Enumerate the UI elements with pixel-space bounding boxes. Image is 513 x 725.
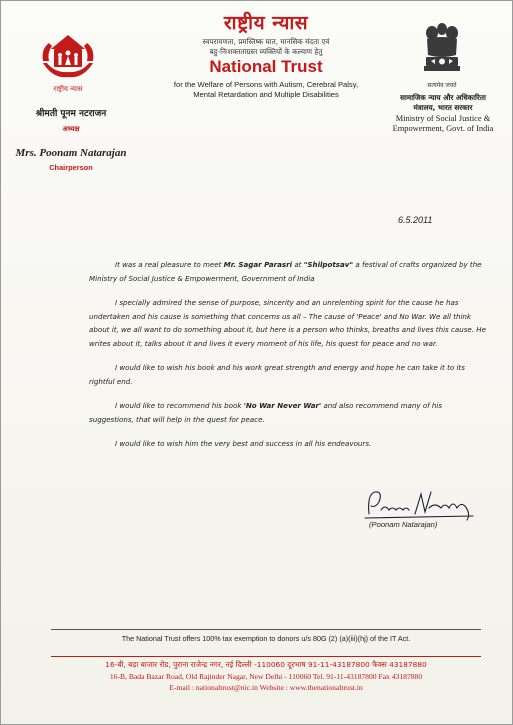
footer-divider-red — [51, 656, 481, 657]
logo-caption: राष्ट्रीय न्यास — [53, 86, 83, 93]
tagline-hindi-line-2: बहु-निःशक्तताग्रस्त व्यक्तियों के कल्याण हेतु — [209, 47, 323, 56]
footer-divider — [51, 629, 481, 630]
chairperson-title-english: Chairperson — [49, 163, 93, 172]
purpose-line-2: Mental Retardation and Multiple Disabilities — [193, 90, 339, 99]
paragraph-4 — [89, 399, 489, 426]
book-title: 'No War Never War' — [243, 401, 322, 410]
national-trust-logo-icon — [39, 31, 97, 83]
paragraph-1-text: a festival of crafts organized by the Ministry of Social Justice & Empowerment, Government of India — [89, 260, 482, 283]
paragraph-2: I specially admired the sense of purpose, sincerity and an unrelenting spirit for the cause he has undertaken and his cause is something that concerns us all – The cause of 'Peace' and No War. We all think about it, we all want to do something about it, but here is a person who thinks, breaths and lives this cause. He writes about it, talks about it and lives it every moment of his life, his quest for peace and no war. — [89, 298, 487, 348]
purpose-line-1: for the Welfare of Persons with Autism, Cerebral Palsy, — [173, 80, 359, 89]
ministry-english-line-2: Empowerment, Govt. of India — [392, 124, 494, 133]
org-name-english: National Trust — [209, 57, 323, 76]
emblem-caption: सत्यमेव जयते — [427, 83, 457, 89]
event-name: "Shilpotsav" — [303, 260, 354, 269]
paragraph-1-text: It was a real pleasure to meet — [115, 260, 224, 269]
ministry-hindi-line-2: मंत्रालय, भारत सरकार — [413, 103, 473, 112]
contact-details: E-mail : nationaltrust@nic.in Website : www.thenationaltrust.in — [169, 683, 363, 692]
org-name-hindi: राष्ट्रीय न्यास — [223, 12, 309, 34]
address-english: 16-B, Bada Bazar Road, Old Rajinder Nagar, New Delhi - 110060 Tel. 91-11-43187800 Fax 43187880 — [109, 672, 423, 681]
signer-name: (Poonam Natarajan) — [369, 520, 438, 529]
letter-body — [89, 258, 489, 462]
state-emblem-icon — [419, 17, 465, 81]
tagline-hindi-line-1: स्वपरायणता, प्रमस्तिष्क घात, मानसिक मंदता एवं — [202, 37, 330, 46]
ministry-english-line-1: Ministry of Social Justice & — [395, 114, 491, 123]
honoree-name: Mr. Sagar Parasri — [223, 260, 293, 269]
address-hindi: 16-बी, बड़ा बाजार रोड, पुराना राजेन्द्र नगर, नई दिल्ली -110060 दूरभाष 91-11-43187800 फैक्स 43187880 — [105, 660, 427, 669]
paragraph-4-text: and also recommend many of his suggestions, that will help in the quest for peace. — [89, 401, 443, 424]
paragraph-5: I would like to wish him the very best and success in all his endeavours. — [115, 439, 372, 448]
letter-date: 6.5.2011 — [398, 215, 433, 225]
chairperson-name-hindi: श्रीमती पूनम नटराजन — [35, 109, 107, 119]
paragraph-1-text: at — [292, 260, 304, 269]
paragraph-4-text: I would like to recommend his book — [115, 401, 244, 410]
ministry-hindi-line-1: सामाजिक न्याय और अधिकारिता — [400, 93, 486, 102]
paragraph-3: I would like to wish his book and his work great strength and energy and hope he can take it to its rightful end. — [89, 363, 465, 386]
paragraph-1 — [89, 258, 489, 285]
tax-exemption-note: The National Trust offers 100% tax exemption to donors u/s 80G (2) (a)(iii)(hj) of the IT Act. — [121, 634, 411, 643]
chairperson-title-hindi: अध्यक्ष — [62, 125, 80, 133]
chairperson-name-english: Mrs. Poonam Natarajan — [15, 147, 127, 159]
